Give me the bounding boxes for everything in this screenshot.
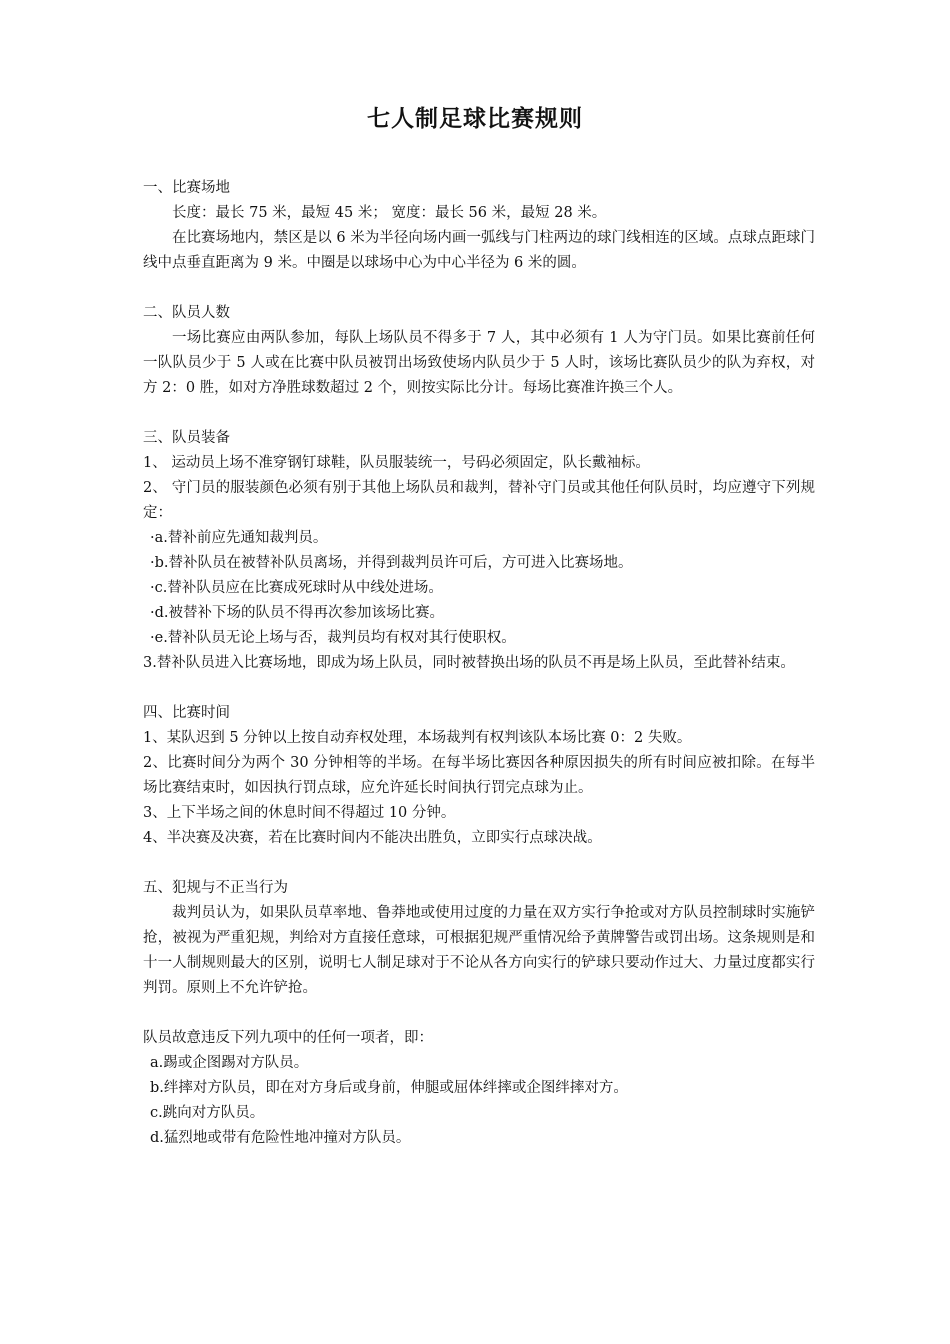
section-heading: 三、队员装备 — [143, 430, 230, 446]
document-body — [143, 176, 815, 1151]
list-item: ·b.替补队员在被替补队员离场，并得到裁判员许可后，方可进入比赛场地。 — [150, 555, 633, 571]
section-heading: 一、比赛场地 — [143, 180, 230, 196]
section-venue — [143, 176, 815, 276]
paragraph: 一场比赛应由两队参加，每队上场队员不得多于 7 人，其中必须有 1 人为守门员。如果比赛前任何一队队员少于 5 人或在比赛中队员被罚出场致使场内队员少于 5 人时，该场比赛队员少的队为弃权，对方 2：0 胜，如对方净胜球数超过 2 个，则按实际比分计。每场比赛准许换三个人。 — [143, 330, 815, 396]
rule-line: 3、上下半场之间的休息时间不得超过 10 分钟。 — [143, 805, 456, 821]
section-heading: 二、队员人数 — [143, 305, 230, 321]
section-heading: 四、比赛时间 — [143, 705, 230, 721]
list-item: c.跳向对方队员。 — [150, 1105, 265, 1121]
document-title: 七人制足球比赛规则 — [367, 105, 583, 132]
list-item: d.猛烈地或带有危险性地冲撞对方队员。 — [150, 1130, 411, 1146]
list-item: ·d.被替补下场的队员不得再次参加该场比赛。 — [150, 605, 444, 621]
rule-line: 1、 运动员上场不准穿钢钉球鞋，队员服装统一，号码必须固定，队长戴袖标。 — [143, 455, 650, 471]
list-item: ·a.替补前应先通知裁判员。 — [150, 530, 328, 546]
section-equipment — [143, 426, 815, 676]
rule-line: 2、比赛时间分为两个 30 分钟相等的半场。在每半场比赛因各种原因损失的所有时间应被扣除。在每半场比赛结束时，如因执行罚点球，应允许延长时间执行罚完点球为止。 — [143, 755, 815, 796]
section-heading: 五、犯规与不正当行为 — [143, 880, 288, 896]
section-fouls — [143, 876, 815, 1001]
rule-line: 4、半决赛及决赛，若在比赛时间内不能决出胜负，立即实行点球决战。 — [143, 830, 602, 846]
paragraph: 长度：最长 75 米，最短 45 米； 宽度：最长 56 米，最短 28 米。 — [172, 205, 607, 221]
list-item: ·c.替补队员应在比赛成死球时从中线处进场。 — [150, 580, 443, 596]
list-item: b.绊摔对方队员，即在对方身后或身前，伸腿或屈体绊摔或企图绊摔对方。 — [150, 1080, 628, 1096]
section-players — [143, 301, 815, 401]
rule-line: 2、 守门员的服装颜色必须有别于其他上场队员和裁判，替补守门员或其他任何队员时，均应遵守下列规定： — [143, 480, 815, 521]
list-item: ·e.替补队员无论上场与否，裁判员均有权对其行使职权。 — [150, 630, 516, 646]
foul-list-intro: 队员故意违反下列九项中的任何一项者，即： — [143, 1030, 433, 1046]
foul-list — [143, 1026, 815, 1151]
rule-line: 3.替补队员进入比赛场地，即成为场上队员，同时被替换出场的队员不再是场上队员，至此替补结束。 — [143, 655, 795, 671]
paragraph: 在比赛场地内，禁区是以 6 米为半径向场内画一弧线与门柱两边的球门线相连的区域。点球点距球门线中点垂直距离为 9 米。中圈是以球场中心为中心半径为 6 米的圆。 — [143, 230, 815, 271]
section-match-time — [143, 701, 815, 851]
paragraph: 裁判员认为，如果队员草率地、鲁莽地或使用过度的力量在双方实行争抢或对方队员控制球时实施铲抢，被视为严重犯规，判给对方直接任意球，可根据犯规严重情况给予黄牌警告或罚出场。这条规则是和十一人制规则最大的区别，说明七人制足球对于不论从各方向实行的铲球只要动作过大、力量过度都实行判罚。原则上不允许铲抢。 — [143, 905, 815, 996]
rule-line: 1、某队迟到 5 分钟以上按自动弃权处理，本场裁判有权判该队本场比赛 0：2 失败。 — [143, 730, 692, 746]
list-item: a.踢或企图踢对方队员。 — [150, 1055, 309, 1071]
